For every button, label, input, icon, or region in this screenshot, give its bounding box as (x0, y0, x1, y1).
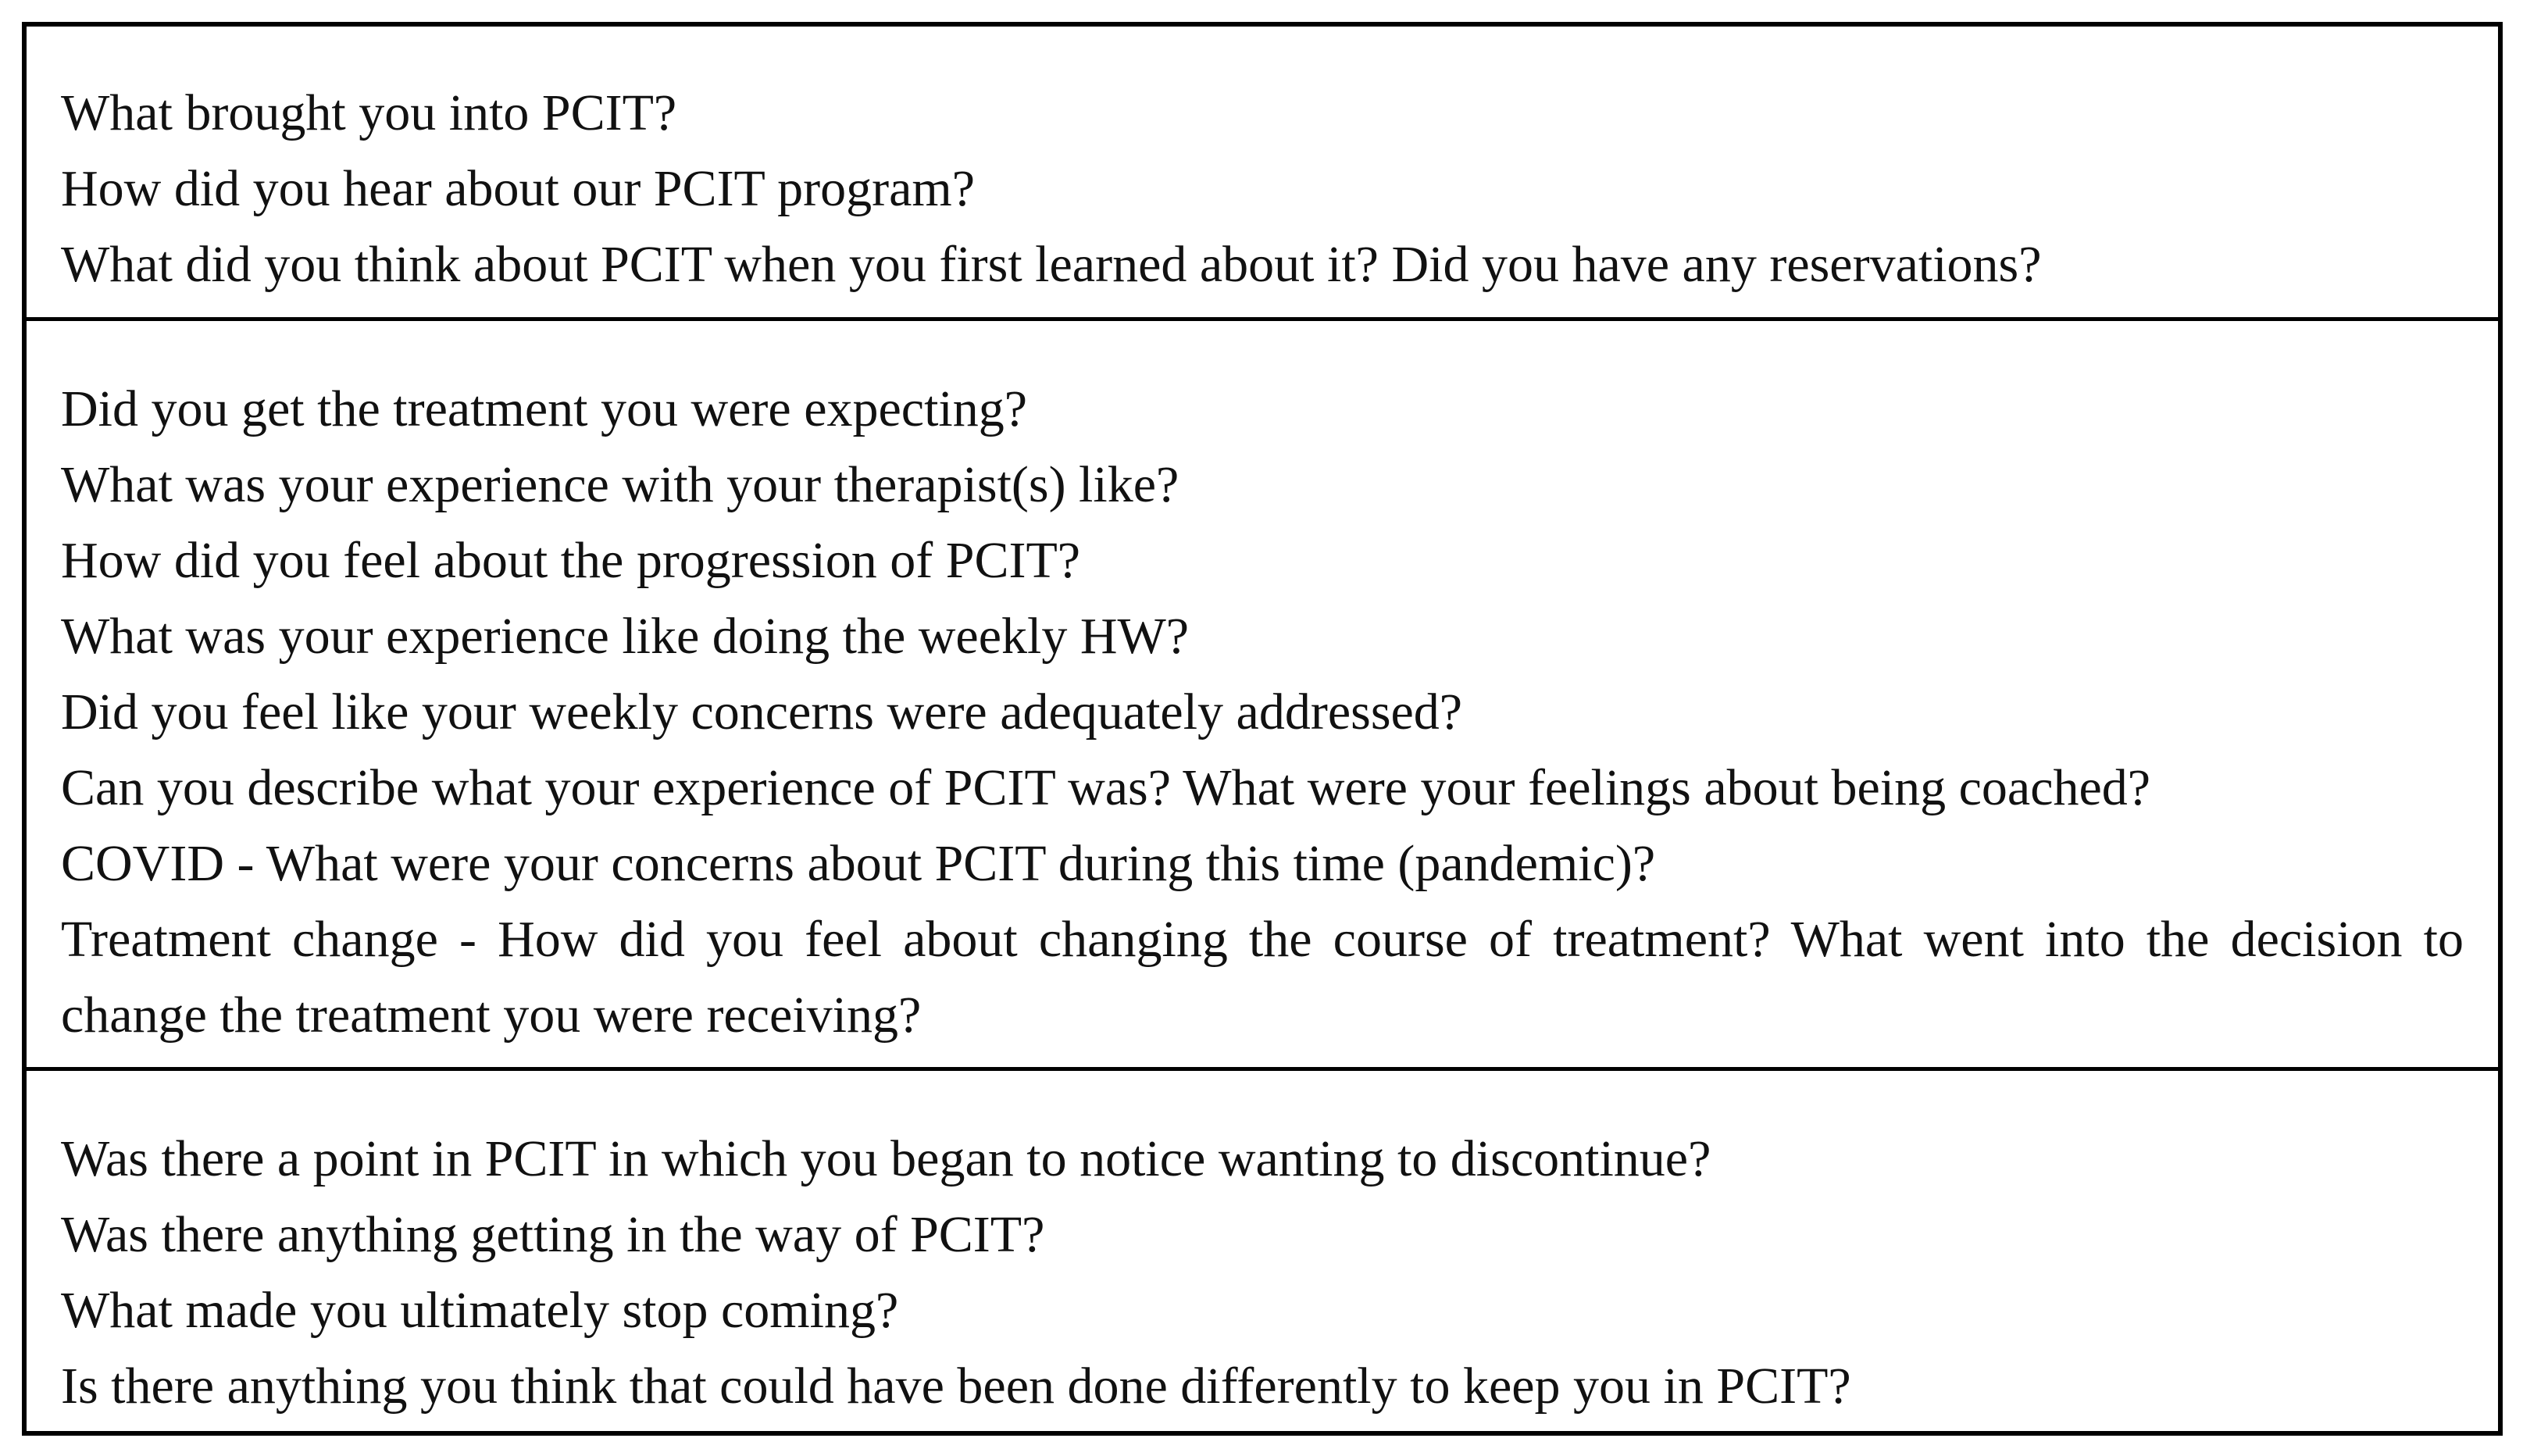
question-item: Is there anything you think that could have been done differently to keep you in PCIT? (61, 1358, 1851, 1415)
interview-questions-table (22, 22, 2503, 1436)
section-during-treatment (27, 317, 2498, 1067)
question-item: What did you think about PCIT when you first learned about it? Did you have any reservations? (61, 236, 2042, 293)
question-item: Was there anything getting in the way of PCIT? (61, 1206, 1045, 1263)
section-discontinuation (27, 1067, 2498, 1431)
question-item: Can you describe what your experience of PCIT was? What were your feelings about being coached? (61, 759, 2151, 816)
question-item: What made you ultimately stop coming? (61, 1282, 899, 1339)
question-item: How did you feel about the progression of PCIT? (61, 532, 1081, 589)
question-item: COVID - What were your concerns about PCIT during this time (pandemic)? (61, 835, 1656, 892)
question-item: What brought you into PCIT? (61, 84, 677, 141)
question-item: How did you hear about our PCIT program? (61, 160, 976, 217)
question-item: Did you get the treatment you were expecting? (61, 380, 1028, 437)
question-item: What was your experience with your therapist(s) like? (61, 456, 1179, 513)
question-item: Was there a point in PCIT in which you began to notice wanting to discontinue? (61, 1130, 1711, 1187)
question-item: Did you feel like your weekly concerns were adequately addressed? (61, 683, 1463, 740)
section-pre-treatment (27, 27, 2498, 317)
question-item: What was your experience like doing the weekly HW? (61, 608, 1190, 665)
question-item: Treatment change - How did you feel about changing the course of treatment? What went into the decision to change the treatment you were receiving? (61, 911, 2464, 1044)
